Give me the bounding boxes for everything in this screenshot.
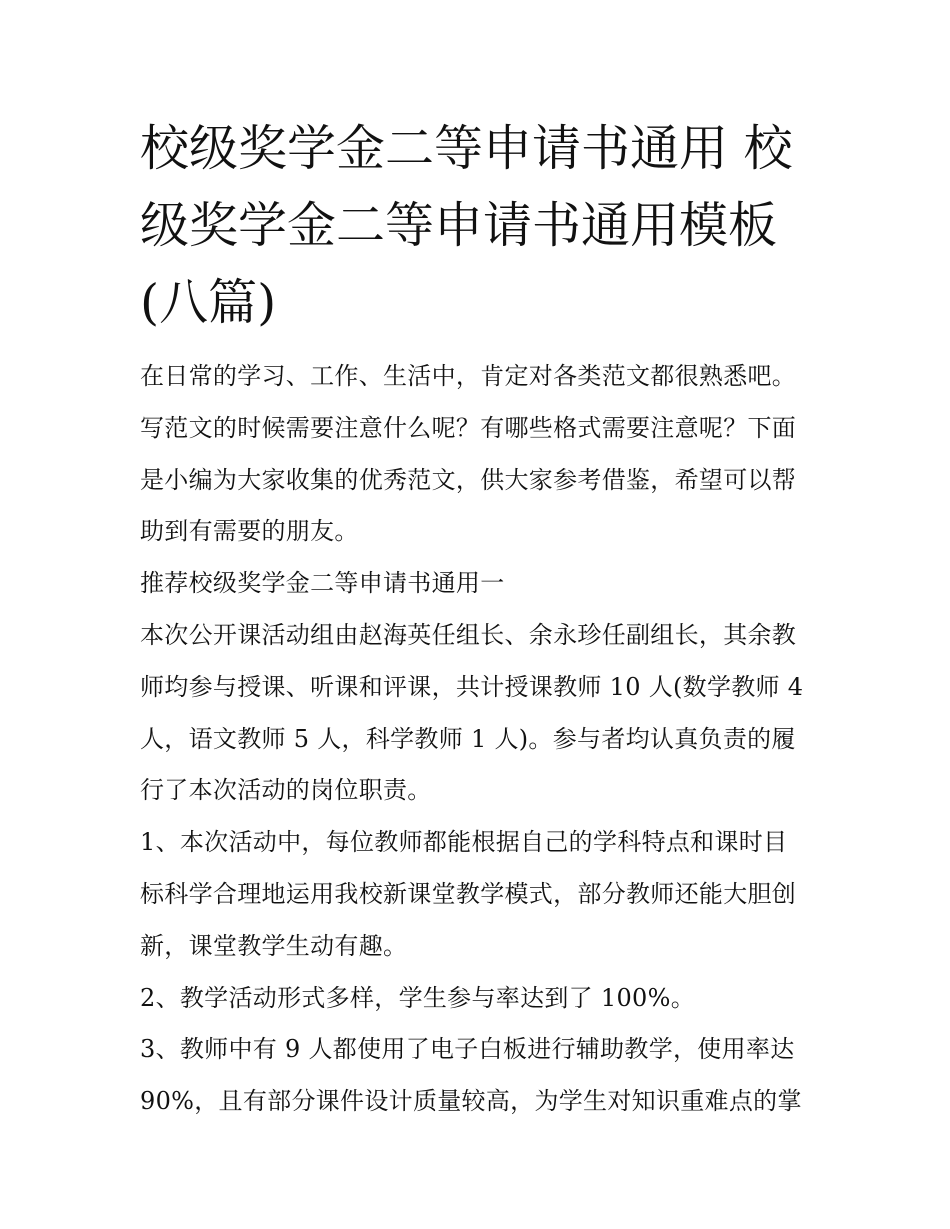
body-line: 新，课堂教学生动有趣。 xyxy=(140,931,408,960)
body-line: 是小编为大家收集的优秀范文，供大家参考借鉴，希望可以帮 xyxy=(140,465,797,494)
title-line: 校级奖学金二等申请书通用 校 xyxy=(140,120,793,177)
body-line: 标科学合理地运用我校新课堂教学模式，部分教师还能大胆创 xyxy=(140,879,797,908)
body-line: 写范文的时候需要注意什么呢？有哪些格式需要注意呢？下面 xyxy=(140,413,797,442)
body-line: 行了本次活动的岗位职责。 xyxy=(140,776,432,805)
title-line: 级奖学金二等申请书通用模板 xyxy=(140,197,778,254)
body-line: 在日常的学习、工作、生活中，肯定对各类范文都很熟悉吧。 xyxy=(140,362,797,390)
section-heading: 推荐校级奖学金二等申请书通用一 xyxy=(140,569,505,598)
body-line: 助到有需要的朋友。 xyxy=(140,517,359,546)
title-line: (八篇) xyxy=(140,274,277,331)
list-item: 3、教师中有 9 人都使用了电子白板进行辅助教学，使用率达 xyxy=(140,1035,795,1064)
body-line: 师均参与授课、听课和评课，共计授课教师 10 人(数学教师 4 xyxy=(140,672,804,701)
document-body xyxy=(140,351,820,1128)
body-line: 本次公开课活动组由赵海英任组长、余永珍任副组长，其余教 xyxy=(140,620,797,649)
list-item: 2、教学活动形式多样，学生参与率达到了 100%。 xyxy=(140,983,696,1012)
document-page xyxy=(140,110,820,1128)
document-title xyxy=(140,110,820,341)
list-item: 1、本次活动中，每位教师都能根据自己的学科特点和课时目 xyxy=(140,828,788,857)
body-line: 人，语文教师 5 人，科学教师 1 人)。参与者均认真负责的履 xyxy=(140,724,796,753)
body-line: 90%，且有部分课件设计质量较高，为学生对知识重难点的掌 xyxy=(140,1087,802,1116)
